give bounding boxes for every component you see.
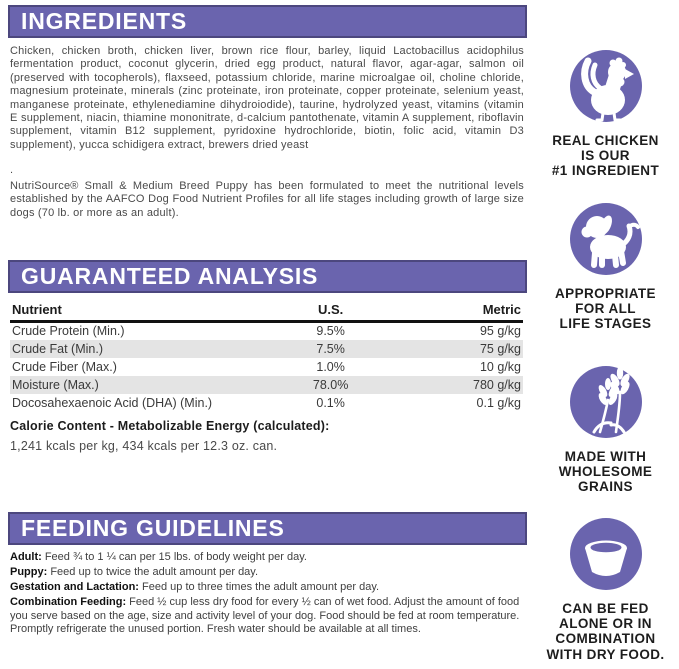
feeding-label: Gestation and Lactation:	[10, 580, 139, 593]
badge-caption-line: #1 INGREDIENT	[551, 163, 660, 179]
badge-caption-line: REAL CHICKEN	[552, 133, 659, 148]
badge-caption	[532, 601, 679, 662]
nutrient-name: Crude Protein (Min.)	[12, 324, 125, 339]
badge-caption-line: FOR ALL	[575, 301, 636, 317]
guaranteed-analysis-table	[10, 300, 523, 412]
nutrient-us-value: 1.0%	[316, 359, 345, 374]
aafco-statement: NutriSource® Small & Medium Breed Puppy has been formulated to meet the nutritional levels established by the AAFCO Dog Food Nutrient Profiles for all life stages including growth of large size dogs (70 lb. or more as an adult).	[10, 180, 524, 219]
badge-all-life-stages	[532, 203, 679, 332]
nutrient-us-value: 0.1%	[316, 395, 345, 410]
badge-caption	[532, 133, 679, 179]
column-header-nutrient: Nutrient	[10, 300, 267, 322]
badge-wholesome-grains	[532, 366, 679, 495]
nutrient-us-value: 7.5%	[267, 340, 395, 358]
ingredients-list: Chicken, chicken broth, chicken liver, brown rice flour, barley, liquid Lactobacillus acidophilus fermentation product, coconut glycerin, dried egg product, natural flavor, agar-agar, salmon oil (preserved with tocopherols), flaxseed, potassium chloride, marine microalgae oil, choline chloride, magnesium proteinate, minerals (zinc proteinate, iron proteinate, copper proteinate, selenium yeast, manganese proteinate, ethylenediamine dihydroiodide), taurine, hydrolyzed yeast, vitamins (vitamin E supplement, niacin, thiamine mononitrate, d-calcium pantothenate, vitamin A supplement, riboflavin supplement, vitamin B12 supplement, pyridoxine hydrochloride, biotin, folic acid, vitamin D3 supplement), yucca schidigera extract, brewers dried yeast	[10, 45, 524, 151]
puppy-icon	[570, 203, 642, 275]
badge-caption-line: APPROPRIATE	[555, 286, 656, 301]
feeding-label: Combination Feeding:	[10, 595, 127, 608]
badge-caption-line: CAN BE FED	[562, 601, 649, 616]
nutrient-metric-value: 10 g/kg	[479, 359, 521, 374]
table-row	[10, 376, 523, 394]
badge-caption-line: WITH DRY FOOD.	[546, 646, 665, 662]
feeding-text: Feed up to three times the adult amount per day.	[138, 580, 380, 593]
badge-real-chicken	[532, 50, 679, 179]
feeding-line-adult	[10, 551, 520, 565]
column-header-us: U.S.	[267, 300, 395, 322]
badge-caption-line: ALONE OR IN	[559, 616, 652, 632]
guaranteed-analysis-section-header: GUARANTEED ANALYSIS	[8, 260, 527, 293]
table-row	[10, 322, 523, 340]
nutrient-metric-value: 75 g/kg	[395, 340, 523, 358]
badge-caption-line: COMBINATION	[555, 631, 656, 647]
nutrient-us-value: 9.5%	[316, 324, 345, 339]
feeding-line-combination	[10, 596, 520, 637]
table-row	[10, 358, 523, 376]
feeding-guidelines-section-header: FEEDING GUIDELINES	[8, 512, 527, 545]
nutrient-metric-value: 0.1 g/kg	[476, 395, 521, 410]
ingredients-period: .	[10, 164, 14, 176]
feeding-line-gestation	[10, 581, 520, 595]
chicken-icon	[570, 50, 642, 122]
feeding-text: Feed ¾ to 1 ¼ can per 15 lbs. of body weight per day.	[41, 551, 307, 563]
badge-caption-line: WHOLESOME	[558, 464, 653, 480]
nutrient-metric-value: 95 g/kg	[479, 324, 521, 339]
feeding-text: Feed ½ cup less dry food for every ½ can of wet food. Adjust the amount of food you serve based on the age, size and activity level of your dog. Food should be fed at room temperature. Promptly refrigerate the unused portion. Fresh water should be available at all times.	[10, 595, 520, 636]
badge-caption-line: LIFE STAGES	[559, 316, 652, 332]
nutrient-name: Crude Fat (Min.)	[10, 340, 267, 358]
badge-fed-alone-or-combination	[532, 518, 679, 662]
calorie-content-value: 1,241 kcals per kg, 434 kcals per 12.3 oz. can.	[10, 439, 278, 453]
table-row	[10, 394, 523, 412]
badge-caption-line: GRAINS	[578, 479, 633, 495]
feeding-text: Feed up to twice the adult amount per day.	[47, 565, 259, 578]
badge-caption	[532, 449, 679, 495]
nutrient-name: Docosahexaenoic Acid (DHA) (Min.)	[12, 395, 213, 410]
nutrient-metric-value: 780 g/kg	[395, 376, 523, 394]
feeding-line-puppy	[10, 566, 520, 580]
nutrient-name: Moisture (Max.)	[10, 376, 267, 394]
badge-caption	[532, 286, 679, 332]
table-header-row	[10, 300, 523, 322]
calorie-content-title: Calorie Content - Metabolizable Energy (calculated):	[10, 419, 330, 433]
bowl-icon	[570, 518, 642, 590]
table-row	[10, 340, 523, 358]
ingredients-section-header: INGREDIENTS	[8, 5, 527, 38]
nutrient-name: Crude Fiber (Max.)	[12, 359, 117, 374]
nutrient-us-value: 78.0%	[267, 376, 395, 394]
wheat-icon	[570, 366, 642, 438]
feeding-guidelines-text	[10, 551, 520, 638]
feeding-label: Puppy:	[10, 565, 48, 578]
column-header-metric: Metric	[395, 300, 523, 322]
badge-caption-line: MADE WITH	[564, 449, 647, 464]
feeding-label: Adult:	[10, 551, 42, 563]
badge-caption-line: IS OUR	[581, 148, 630, 164]
